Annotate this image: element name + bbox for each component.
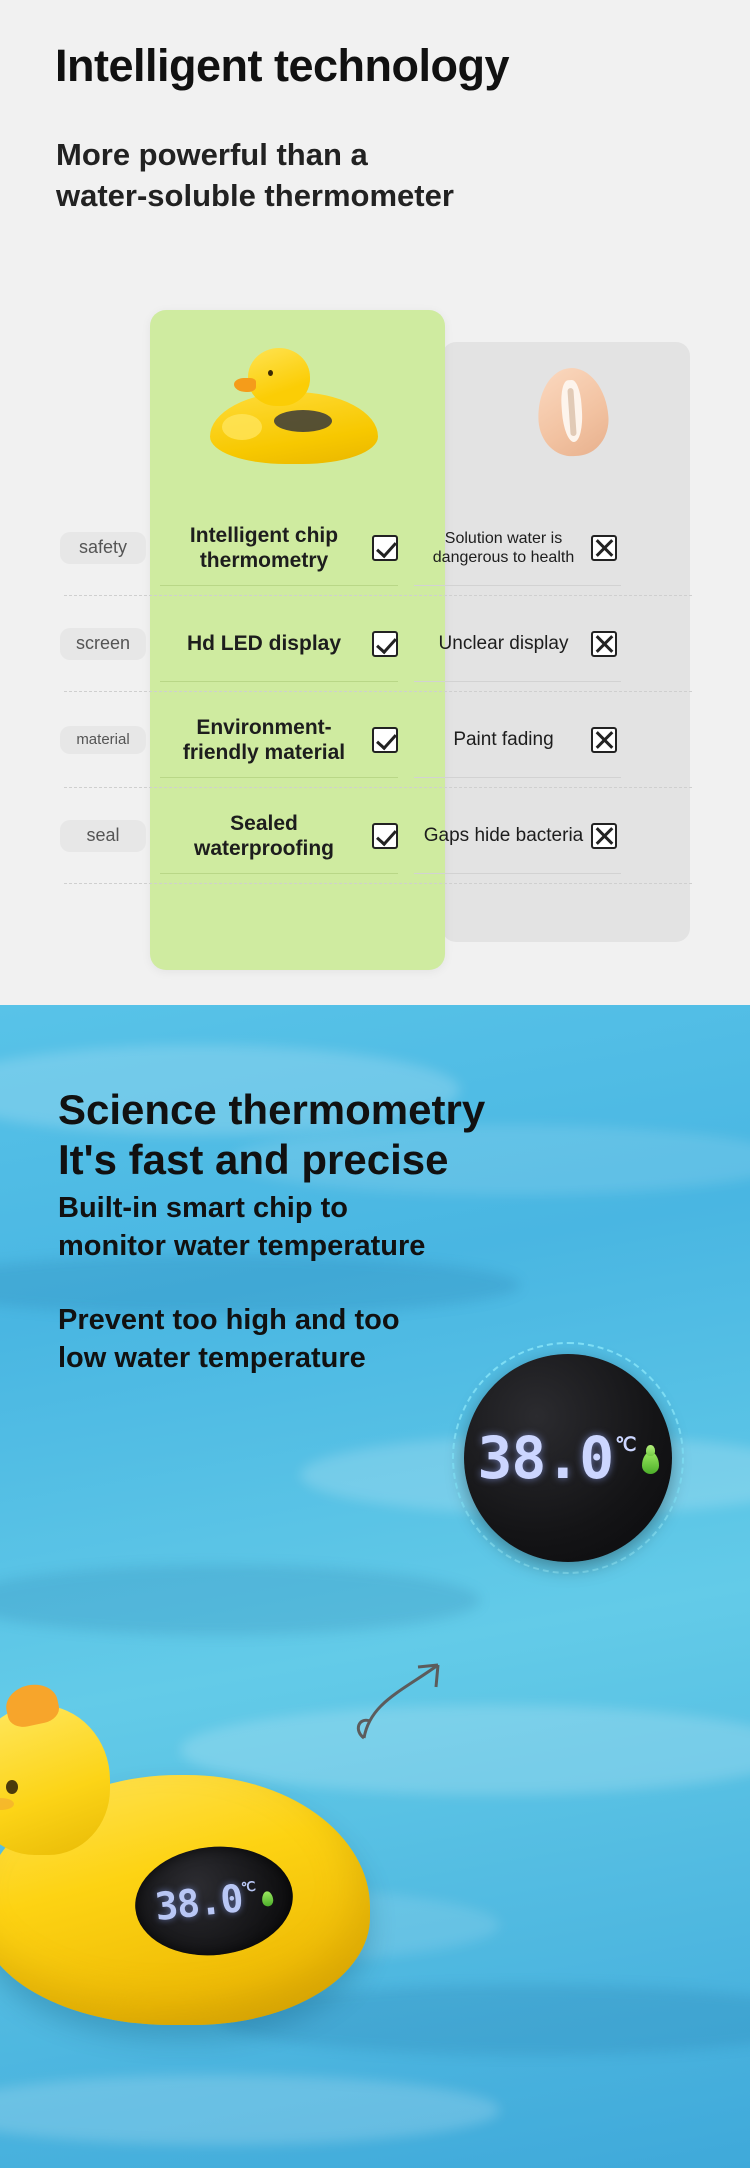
good-cell-text: Intelligent chip thermometry bbox=[189, 523, 339, 572]
device-temperature-value: 38.0 bbox=[152, 1876, 245, 1930]
table-row bbox=[0, 500, 750, 596]
check-icon bbox=[372, 727, 398, 753]
device-temperature-unit: ℃ bbox=[240, 1879, 257, 1897]
page-subtitle-line1: More powerful than a bbox=[56, 137, 368, 172]
duck-thermometer-product-image bbox=[0, 1665, 400, 2105]
table-row bbox=[0, 788, 750, 884]
section2-subtext-1 bbox=[58, 1190, 425, 1265]
comparison-rows bbox=[0, 500, 750, 884]
bad-cell-text: Gaps hide bacteria bbox=[423, 824, 584, 846]
page-title: Intelligent technology bbox=[55, 40, 510, 91]
led-display bbox=[464, 1354, 672, 1562]
water-soluble-strip-icon bbox=[520, 358, 630, 468]
row-label: safety bbox=[60, 532, 146, 564]
good-cell bbox=[154, 788, 404, 884]
bad-cell-text: Paint fading bbox=[453, 728, 554, 750]
section2-subtext-2-line1: Prevent too high and too bbox=[58, 1304, 400, 1336]
section2-heading bbox=[58, 1085, 485, 1184]
row-label: seal bbox=[60, 820, 146, 852]
water-drop-icon bbox=[642, 1452, 659, 1474]
check-icon bbox=[372, 535, 398, 561]
good-cell-text: Hd LED display bbox=[186, 632, 342, 656]
cross-icon bbox=[591, 727, 617, 753]
row-label: material bbox=[60, 726, 146, 755]
check-icon bbox=[372, 823, 398, 849]
bad-cell-text: Solution water is dangerous to health bbox=[432, 529, 575, 566]
page-subtitle bbox=[56, 135, 454, 217]
temperature-unit: ℃ bbox=[615, 1434, 636, 1456]
good-cell-text: Sealed waterproofing bbox=[194, 811, 334, 860]
comparison-table bbox=[0, 300, 750, 980]
table-row bbox=[0, 692, 750, 788]
cross-icon bbox=[591, 823, 617, 849]
temperature-value: 38.0 bbox=[477, 1424, 614, 1492]
science-thermometry-section bbox=[0, 1005, 750, 2168]
good-cell bbox=[154, 596, 404, 692]
water-drop-icon bbox=[261, 1891, 274, 1907]
table-row bbox=[0, 596, 750, 692]
row-label: screen bbox=[60, 628, 146, 660]
cross-icon bbox=[591, 535, 617, 561]
good-cell-text: Environment-friendly material bbox=[182, 715, 346, 764]
section2-subtext-2-line2: low water temperature bbox=[58, 1341, 366, 1374]
section2-subtext-2 bbox=[58, 1302, 400, 1377]
section2-heading-line2: It's fast and precise bbox=[58, 1135, 449, 1183]
section2-subtext-1-line2: monitor water temperature bbox=[58, 1229, 426, 1262]
bad-cell bbox=[410, 692, 625, 788]
good-cell bbox=[154, 692, 404, 788]
bad-cell-text: Unclear display bbox=[438, 632, 569, 654]
comparison-section bbox=[0, 0, 750, 1005]
bad-cell bbox=[410, 500, 625, 596]
magnified-display bbox=[452, 1342, 684, 1574]
curved-arrow-icon bbox=[352, 1643, 462, 1753]
check-icon bbox=[372, 631, 398, 657]
bad-cell bbox=[410, 788, 625, 884]
section2-subtext-1-line1: Built-in smart chip to bbox=[58, 1192, 348, 1224]
cross-icon bbox=[591, 631, 617, 657]
bad-cell bbox=[410, 596, 625, 692]
section2-heading-line1: Science thermometry bbox=[58, 1086, 486, 1133]
good-cell bbox=[154, 500, 404, 596]
rubber-duck-thermometer-icon bbox=[196, 340, 396, 470]
page-subtitle-line2: water-soluble thermometer bbox=[56, 177, 454, 213]
